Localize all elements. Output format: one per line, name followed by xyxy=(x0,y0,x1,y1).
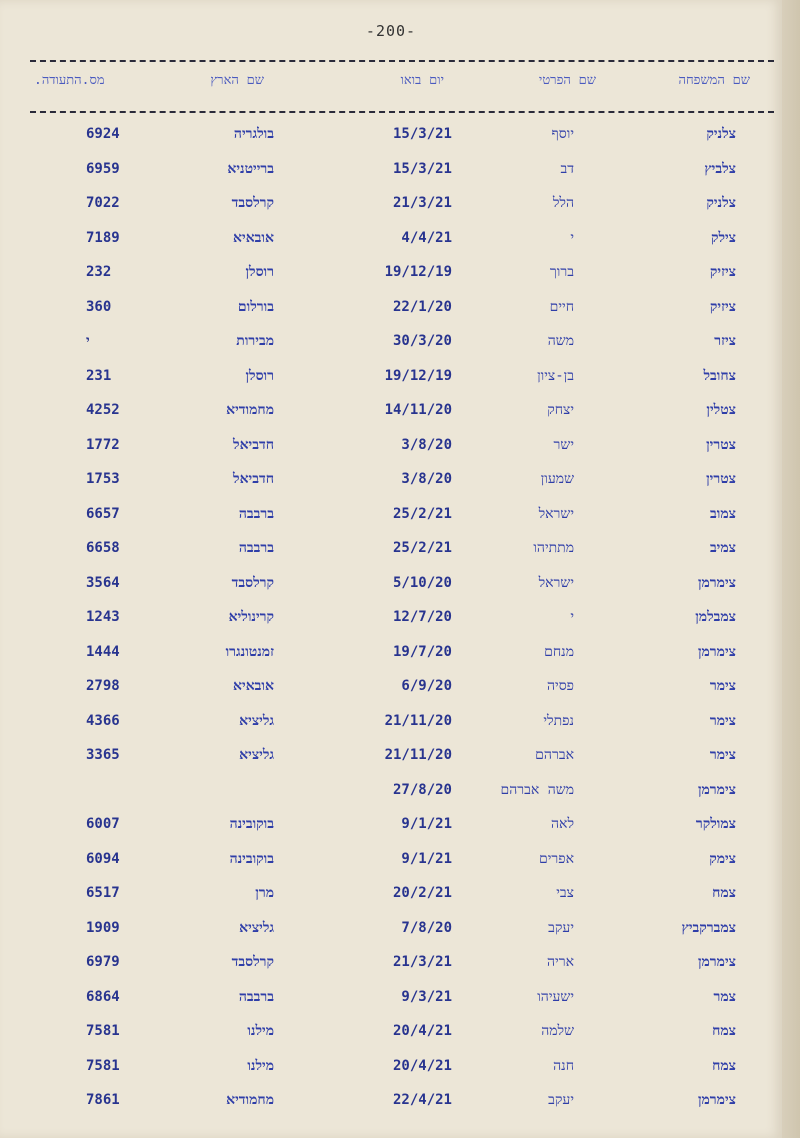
cell-certificate-number: 7022 xyxy=(86,195,120,211)
cell-first-name: ברוך xyxy=(549,264,574,280)
cell-surname: צמיב xyxy=(709,540,736,556)
cell-certificate-number: 6924 xyxy=(86,126,120,142)
cell-arrival-date: 12/7/20 xyxy=(392,609,452,625)
cell-surname: צימרמן xyxy=(697,643,736,660)
table-row xyxy=(20,979,774,1014)
cell-certificate-number: 2798 xyxy=(86,678,120,694)
cell-surname: צימרמן xyxy=(697,1092,736,1108)
cell-country: רוסלן xyxy=(245,367,274,384)
cell-certificate-number: 1909 xyxy=(86,919,120,936)
cell-surname: צמר xyxy=(713,988,736,1005)
cell-surname: צימרמן xyxy=(697,954,736,970)
cell-arrival-date: 20/4/21 xyxy=(392,1023,452,1039)
cell-surname: צחובל xyxy=(703,367,736,384)
cell-arrival-date: 9/1/21 xyxy=(401,850,452,867)
cell-arrival-date: 7/8/20 xyxy=(401,919,452,936)
cell-country: ברייטניא xyxy=(227,160,274,177)
page-edge xyxy=(782,0,800,1138)
cell-certificate-number: 7861 xyxy=(86,1092,120,1108)
cell-arrival-date: 21/11/20 xyxy=(384,747,452,763)
table-row xyxy=(20,427,774,462)
cell-country: בוקובינה xyxy=(229,850,274,867)
cell-country: גליציא xyxy=(239,712,274,729)
table-row xyxy=(20,392,774,427)
cell-arrival-date: 21/3/21 xyxy=(392,954,452,970)
cell-certificate-number: 6979 xyxy=(86,954,120,970)
top-dashed-rule xyxy=(30,60,774,62)
cell-country: בולגריה xyxy=(233,126,274,142)
cell-surname: צימר xyxy=(709,712,736,729)
cell-country: בוקובינה xyxy=(229,816,274,832)
cell-certificate-number: 1444 xyxy=(86,643,120,660)
cell-surname: צטרין xyxy=(706,436,736,453)
cell-surname: צימק xyxy=(709,850,736,867)
cell-country: קרלסבד xyxy=(231,574,274,591)
cell-arrival-date: 9/1/21 xyxy=(401,816,452,832)
page-number: -200- xyxy=(365,22,417,40)
cell-first-name: ישראל xyxy=(538,574,574,591)
cell-first-name: יעקב xyxy=(548,1092,574,1108)
header-dashed-rule xyxy=(30,111,774,113)
cell-first-name: לאה xyxy=(550,816,574,832)
cell-country: בורלום xyxy=(237,298,274,315)
header-country: שם הארץ xyxy=(210,73,264,88)
cell-surname: צמח xyxy=(712,1057,736,1074)
cell-surname: צלניק xyxy=(706,195,736,211)
cell-certificate-number: י xyxy=(86,333,90,349)
cell-arrival-date: 3/8/20 xyxy=(401,471,452,487)
cell-arrival-date: 22/4/21 xyxy=(392,1092,452,1108)
cell-country: קרלסבד xyxy=(231,954,274,970)
table-row xyxy=(20,668,774,703)
cell-country: חדביאל xyxy=(233,436,274,453)
cell-surname: צימר xyxy=(709,678,736,694)
table-row xyxy=(20,944,774,979)
header-surname: שם המשפחה xyxy=(678,73,750,88)
table-row xyxy=(20,530,774,565)
cell-certificate-number: 4252 xyxy=(86,402,120,418)
cell-country: מילנו xyxy=(247,1023,274,1039)
cell-country: ברבבה xyxy=(238,505,274,522)
cell-country: מרן xyxy=(255,885,274,901)
cell-first-name: משה אברהם xyxy=(500,781,574,798)
cell-certificate-number: 232 xyxy=(86,264,112,280)
table-row xyxy=(20,772,774,807)
cell-arrival-date: 15/3/21 xyxy=(392,126,452,142)
cell-first-name: שלמה xyxy=(541,1023,574,1039)
cell-country: ברבבה xyxy=(238,988,274,1005)
cell-arrival-date: 5/10/20 xyxy=(392,574,452,591)
table-row xyxy=(20,220,774,255)
cell-first-name: חיים xyxy=(549,298,574,315)
table-row xyxy=(20,1013,774,1048)
cell-certificate-number: 6959 xyxy=(86,160,120,177)
cell-arrival-date: 3/8/20 xyxy=(401,436,452,453)
cell-surname: צמח xyxy=(712,1023,736,1039)
header-arrival-date: יום בואו xyxy=(400,73,444,88)
cell-certificate-number: 3365 xyxy=(86,747,120,763)
cell-arrival-date: 20/4/21 xyxy=(392,1057,452,1074)
cell-surname: צילק xyxy=(710,229,736,246)
cell-certificate-number: 1753 xyxy=(86,471,120,487)
table-row xyxy=(20,841,774,876)
cell-first-name: שמעון xyxy=(540,471,574,487)
cell-first-name: אברהם xyxy=(535,747,574,763)
cell-surname: צטרין xyxy=(706,471,736,487)
cell-surname: ציזיק xyxy=(709,298,736,315)
table-row xyxy=(20,737,774,772)
cell-certificate-number: 231 xyxy=(86,367,112,384)
table-row xyxy=(20,1048,774,1083)
cell-country: אובאיא xyxy=(233,229,274,246)
cell-first-name: יעקב xyxy=(548,919,574,936)
cell-arrival-date: 15/3/21 xyxy=(392,160,452,177)
cell-surname: צלניק xyxy=(706,126,736,142)
cell-arrival-date: 9/3/21 xyxy=(401,988,452,1005)
table-row xyxy=(20,875,774,910)
cell-surname: צמוב xyxy=(710,505,736,522)
cell-arrival-date: 6/9/20 xyxy=(401,678,452,694)
cell-surname: צימר xyxy=(709,747,736,763)
cell-arrival-date: 19/7/20 xyxy=(392,643,452,660)
cell-first-name: מנחם xyxy=(544,643,574,660)
cell-certificate-number: 6007 xyxy=(86,816,120,832)
cell-arrival-date: 20/2/21 xyxy=(392,885,452,901)
cell-certificate-number: 7581 xyxy=(86,1057,120,1074)
cell-first-name: י xyxy=(570,609,574,625)
table-row xyxy=(20,910,774,945)
cell-first-name: דב xyxy=(560,160,574,177)
table-row xyxy=(20,289,774,324)
cell-country: אובאיא xyxy=(233,678,274,694)
cell-surname: צלביץ xyxy=(704,160,736,177)
cell-certificate-number: 3564 xyxy=(86,574,120,591)
table-row xyxy=(20,185,774,220)
cell-first-name: בן-ציון xyxy=(537,367,574,384)
table-row xyxy=(20,565,774,600)
cell-certificate-number: 6094 xyxy=(86,850,120,867)
cell-country: מחמודיא xyxy=(226,1092,274,1108)
cell-first-name: אריה xyxy=(546,954,574,970)
cell-certificate-number: 7189 xyxy=(86,229,120,246)
cell-certificate-number: 6658 xyxy=(86,540,120,556)
cell-first-name: צבי xyxy=(556,885,574,901)
cell-country: גליציא xyxy=(239,919,274,936)
table-row xyxy=(20,1082,774,1117)
cell-country: רוסלן xyxy=(245,264,274,280)
cell-arrival-date: 30/3/20 xyxy=(392,333,452,349)
cell-surname: צימרמן xyxy=(697,574,736,591)
cell-certificate-number: 7581 xyxy=(86,1023,120,1039)
cell-surname: צמח xyxy=(712,885,736,901)
cell-country: קרלסבד xyxy=(231,195,274,211)
cell-surname: צטלין xyxy=(706,402,736,418)
cell-certificate-number: 6657 xyxy=(86,505,120,522)
cell-surname: צמברקביץ xyxy=(681,919,736,936)
cell-country: חדביאל xyxy=(233,471,274,487)
cell-arrival-date: 4/4/21 xyxy=(401,229,452,246)
cell-arrival-date: 21/11/20 xyxy=(384,712,452,729)
cell-country: מחמודיא xyxy=(226,402,274,418)
header-first-name: שם הפרטי xyxy=(538,73,596,88)
cell-arrival-date: 14/11/20 xyxy=(384,402,452,418)
cell-arrival-date: 19/12/19 xyxy=(384,264,452,280)
cell-country: מבירות xyxy=(236,333,274,349)
cell-first-name: פסיה xyxy=(546,678,574,694)
cell-first-name: הלל xyxy=(552,195,574,211)
table-row xyxy=(20,116,774,151)
cell-first-name: ישר xyxy=(553,436,574,453)
cell-first-name: יוסף xyxy=(551,126,574,142)
cell-surname: ציזר xyxy=(714,333,736,349)
table-row xyxy=(20,806,774,841)
cell-arrival-date: 25/2/21 xyxy=(392,540,452,556)
table-row xyxy=(20,703,774,738)
table-row xyxy=(20,461,774,496)
cell-certificate-number: 6517 xyxy=(86,885,120,901)
cell-surname: ציזיק xyxy=(709,264,736,280)
cell-country: גליציא xyxy=(239,747,274,763)
cell-surname: צמולקר xyxy=(695,816,736,832)
cell-arrival-date: 21/3/21 xyxy=(392,195,452,211)
cell-first-name: ישראל xyxy=(538,505,574,522)
table-row xyxy=(20,599,774,634)
cell-arrival-date: 25/2/21 xyxy=(392,505,452,522)
cell-arrival-date: 22/1/20 xyxy=(392,298,452,315)
table-row xyxy=(20,358,774,393)
column-header-row xyxy=(20,72,774,96)
cell-first-name: אפרים xyxy=(538,850,574,867)
header-certificate-number: מס.התעודה. xyxy=(34,73,105,88)
cell-first-name: ישעיהו xyxy=(537,988,574,1005)
cell-certificate-number: 1243 xyxy=(86,609,120,625)
cell-surname: צימרמן xyxy=(697,781,736,798)
cell-certificate-number: 1772 xyxy=(86,436,120,453)
table-row xyxy=(20,254,774,289)
records-table xyxy=(20,116,774,1116)
cell-certificate-number: 4366 xyxy=(86,712,120,729)
cell-country: קרינוליא xyxy=(228,609,274,625)
cell-surname: צמבלמן xyxy=(695,609,736,625)
cell-country: ברבבה xyxy=(238,540,274,556)
cell-first-name: י xyxy=(570,229,574,246)
table-row xyxy=(20,151,774,186)
table-row xyxy=(20,496,774,531)
cell-first-name: נפתלי xyxy=(543,712,574,729)
cell-first-name: מתתיהו xyxy=(533,540,574,556)
cell-country: מילנו xyxy=(247,1057,274,1074)
cell-first-name: יצחק xyxy=(547,402,574,418)
cell-arrival-date: 27/8/20 xyxy=(392,781,452,798)
cell-certificate-number: 6864 xyxy=(86,988,120,1005)
cell-certificate-number: 360 xyxy=(86,298,112,315)
cell-country: זמנטונגרו xyxy=(225,643,274,660)
cell-first-name: משה xyxy=(547,333,574,349)
cell-arrival-date: 19/12/19 xyxy=(384,367,452,384)
table-row xyxy=(20,323,774,358)
cell-first-name: חנה xyxy=(553,1057,574,1074)
table-row xyxy=(20,634,774,669)
